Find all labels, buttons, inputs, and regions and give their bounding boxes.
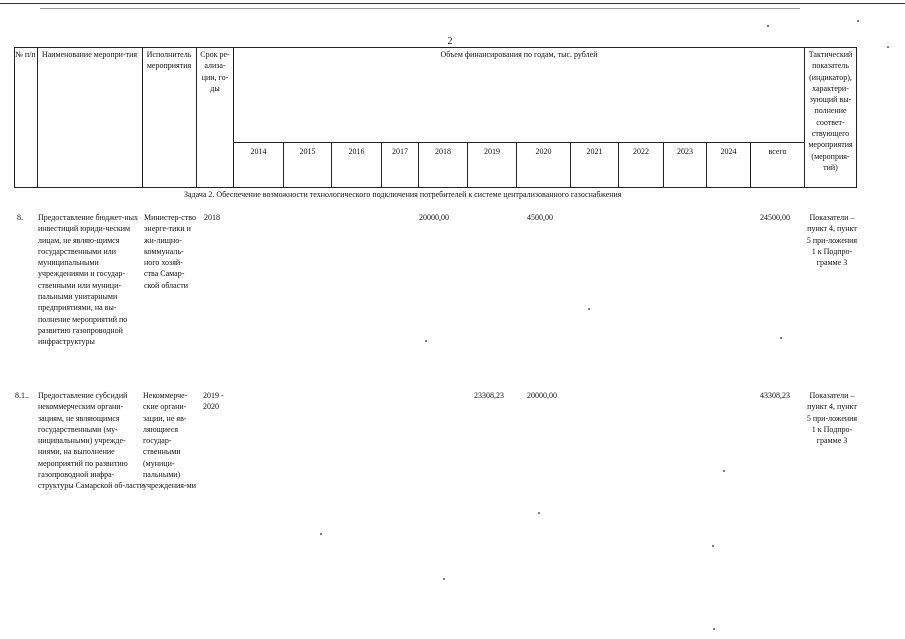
years-row-top-border [233,142,804,143]
scan-speck [713,628,715,630]
year-label: 2024 [720,147,737,156]
row-term: 2019 - 2020 [203,391,224,412]
year-label: 2022 [633,147,649,156]
header-bottom-border [14,187,857,188]
row-value-2019: 23308,23 [474,391,504,400]
row-name: Предоставление бюджет-ных инвестиций юриди-ческим лицам, не являю-щимся государственными или муниципальными учреждениями и государ-ственными или муници-пальными унитарными предприятиями, на вы-полнение мероприятий по развитию газопроводной инфраструктуры [38,213,139,347]
col-border [233,47,234,188]
header-executor: Исполнитель мероприятия [146,50,192,71]
row-value-2020: 4500,00 [527,213,553,222]
col-border [856,47,857,188]
row-number: 8. [17,213,23,222]
row-total: 43308,23 [760,391,790,400]
year-label: 2021 [586,147,603,156]
year-label: 2015 [299,147,316,156]
scan-speck [320,533,322,535]
scan-speck [425,340,427,342]
row-executor: Министер-ство энерге-тики и жи-лищно-коммуналь-ного хозяй-ства Самар-ской области [144,213,196,290]
row-value-2020: 20000,00 [527,391,557,400]
header-top-border [14,47,857,48]
task-title: Задача 2. Обеспечение возможности технологического подключения потребителей к системе централизованного газоснабжения [184,190,622,199]
row-value-2018: 20000,00 [419,213,449,222]
year-label: 2018 [435,147,451,156]
year-label: 2014 [250,147,267,156]
scan-speck [767,25,769,27]
row-number: 8.1.. [15,391,29,400]
scan-speck [780,337,782,339]
header-indicator: Тактический показатель (индикатор), характери-зующий вы-полнение соответ-ствующего мероприятия (мероприя-тий) [808,50,853,172]
scan-speck [887,46,889,48]
row-indicator: Показатели – пункт 4, пункт 5 при-ложения 1 к Подпро-грамме 3 [806,213,858,268]
row-executor: Некоммерче-ские органи-зации, не яв-ляющиеся государ-ственными (муници-пальными) учреждения-ми [143,391,196,491]
header-funding: Объем финансирования по годам, тыс. рублей [440,50,598,59]
year-label: 2023 [677,147,693,156]
scan-speck [538,512,540,514]
row-total: 24500,00 [760,213,790,222]
page-number: 2 [447,36,453,47]
scan-speck [443,578,445,580]
year-label: 2019 [484,147,500,156]
col-border [14,47,15,188]
header-term: Срок ре-ализа-ции, го-ды [200,50,230,93]
row-term: 2018 [204,213,220,222]
scan-speck [712,545,714,547]
col-border [37,47,38,188]
scan-speck [857,20,859,22]
row-indicator: Показатели – пункт 4, пункт 5 при-ложения 1 к Подпро-грамме 3 [806,391,858,446]
year-label: 2016 [348,147,365,156]
scan-edge-line [40,8,800,9]
year-label: всего [768,147,787,156]
scan-edge-line [0,3,905,4]
header-name: Наименование меропри-тия [41,50,138,59]
row-name: Предоставление субсидий некоммерческим органи-зациям, не являющимся государственными (му-ниципальными) учрежде-ниями, на выполнение мероприятий по развитию газопроводной инфра-структуры Самарской об-ласти [38,391,144,491]
header-num: № п/п [15,50,36,59]
scan-speck [723,470,725,472]
year-label: 2020 [535,147,552,156]
year-label: 2017 [392,147,408,156]
scan-speck [588,308,590,310]
